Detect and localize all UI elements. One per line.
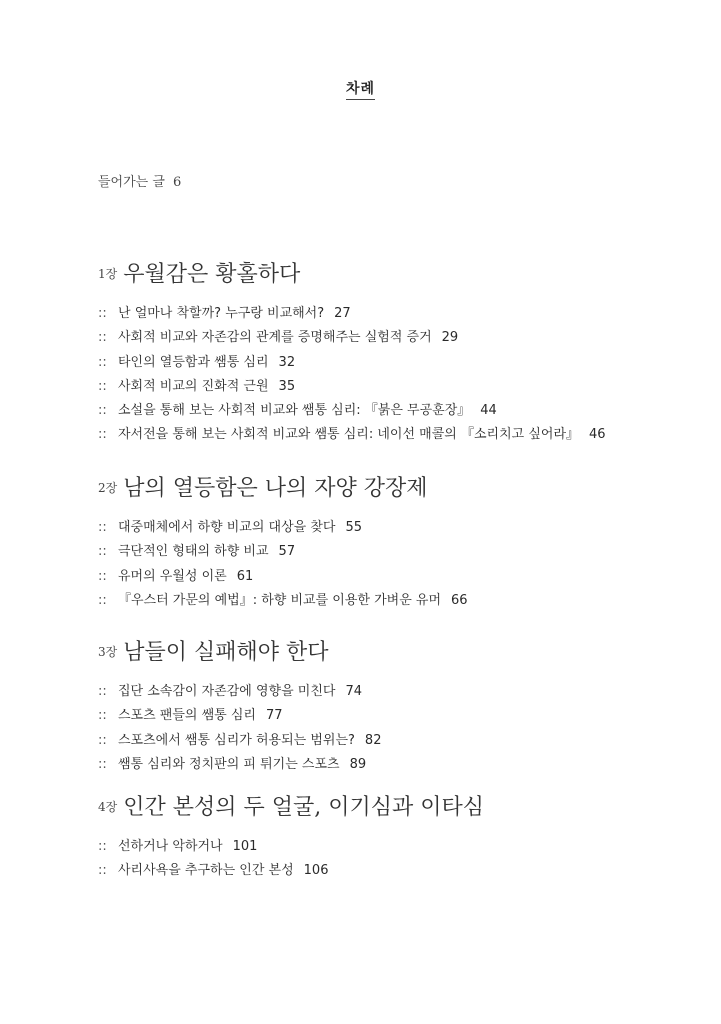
bullet-marker: :: (98, 863, 107, 879)
toc-entry (98, 729, 678, 753)
entry-page-number: 74 (345, 684, 363, 699)
chapter-3 (98, 636, 678, 777)
entry-page-number: 82 (364, 732, 382, 748)
chapter-4 (98, 791, 678, 884)
intro-entry (98, 171, 181, 190)
bullet-marker: :: (98, 354, 107, 370)
chapter-number: 1장 (98, 267, 118, 281)
toc-entry (98, 540, 678, 564)
entry-page-number: 61 (236, 568, 254, 584)
intro-label: 들어가는 글 (98, 175, 165, 190)
toc-entry (98, 399, 678, 423)
chapter-1 (98, 258, 678, 448)
toc-entry (98, 516, 678, 540)
entry-title: 선하거나 악하거나 (118, 839, 223, 854)
chapter-title: 인간 본성의 두 얼굴, 이기심과 이타심 (123, 795, 484, 820)
entry-page-number: 55 (345, 520, 363, 535)
entry-page-number: 77 (265, 708, 283, 724)
toc-entry (98, 565, 678, 589)
toc-entry (98, 680, 678, 704)
entry-title: 소설을 통해 보는 사회적 비교와 쌤통 심리: 『붉은 무공훈장』 (118, 403, 471, 419)
bullet-marker: :: (98, 544, 107, 560)
toc-entry (98, 326, 678, 350)
chapter-number: 2장 (98, 481, 118, 495)
entry-title: 스포츠 팬들의 쌤통 심리 (118, 708, 256, 724)
toc-entry (98, 423, 678, 447)
entry-title: 유머의 우월성 이론 (118, 568, 227, 584)
entry-title: 『우스터 가문의 예법』: 하향 비교를 이용한 가벼운 유머 (118, 592, 442, 608)
chapter-number: 4장 (98, 800, 118, 814)
chapter-heading (98, 636, 678, 668)
entry-page-number: 29 (441, 330, 459, 346)
bullet-marker: :: (98, 732, 107, 748)
bullet-marker: :: (98, 378, 107, 394)
bullet-marker: :: (98, 708, 107, 724)
entry-page-number: 27 (334, 306, 351, 321)
entry-title: 난 얼마나 착할까? 누구랑 비교해서? (118, 306, 325, 321)
entry-page-number: 66 (451, 592, 468, 608)
bullet-marker: :: (98, 427, 107, 443)
toc-entry (98, 589, 678, 613)
entry-title: 대중매체에서 하향 비교의 대상을 찾다 (118, 520, 336, 535)
page-title-text: 차례 (346, 81, 375, 100)
bullet-marker: :: (98, 756, 107, 772)
entry-page-number: 46 (589, 427, 606, 443)
chapter-heading (98, 472, 678, 504)
bullet-marker: :: (98, 592, 107, 608)
entry-title: 자서전을 통해 보는 사회적 비교와 쌤통 심리: 네이선 매콜의 『소리치고 싶어라』 (118, 427, 580, 443)
chapter-heading (98, 258, 678, 290)
chapter-title: 우월감은 황홀하다 (123, 262, 301, 287)
entry-page-number: 101 (232, 839, 258, 854)
chapter-number: 3장 (98, 645, 118, 659)
bullet-marker: :: (98, 684, 107, 699)
chapter-heading (98, 791, 678, 823)
entry-page-number: 57 (278, 544, 296, 560)
entry-title: 극단적인 형태의 하향 비교 (118, 544, 269, 560)
chapter-title: 남의 열등함은 나의 자양 강장제 (123, 476, 428, 501)
entry-title: 타인의 열등함과 쌤통 심리 (118, 354, 269, 370)
bullet-marker: :: (98, 403, 107, 419)
bullet-marker: :: (98, 520, 107, 535)
bullet-marker: :: (98, 568, 107, 584)
entry-title: 사리사욕을 추구하는 인간 본성 (118, 863, 294, 879)
entry-page-number: 89 (349, 756, 367, 772)
entry-title: 집단 소속감이 자존감에 영향을 미친다 (118, 684, 336, 699)
entry-page-number: 106 (303, 863, 329, 879)
toc-entry (98, 375, 678, 399)
toc-entry (98, 351, 678, 375)
chapter-2 (98, 472, 678, 613)
toc-entry (98, 302, 678, 326)
bullet-marker: :: (98, 330, 107, 346)
toc-entry (98, 753, 678, 777)
toc-entry (98, 835, 678, 859)
page-title (0, 78, 721, 98)
entry-page-number: 35 (278, 378, 296, 394)
entry-page-number: 32 (278, 354, 296, 370)
bullet-marker: :: (98, 306, 107, 321)
intro-page-number: 6 (172, 175, 182, 190)
chapter-title: 남들이 실패해야 한다 (123, 640, 329, 665)
bullet-marker: :: (98, 839, 107, 854)
entry-title: 쌤통 심리와 정치판의 피 튀기는 스포츠 (118, 756, 340, 772)
toc-entry (98, 704, 678, 728)
entry-title: 사회적 비교의 진화적 근원 (118, 378, 269, 394)
entry-title: 스포츠에서 쌤통 심리가 허용되는 범위는? (118, 732, 355, 748)
toc-entry (98, 859, 678, 883)
entry-page-number: 44 (480, 403, 497, 419)
entry-title: 사회적 비교와 자존감의 관계를 증명해주는 실험적 증거 (118, 330, 432, 346)
